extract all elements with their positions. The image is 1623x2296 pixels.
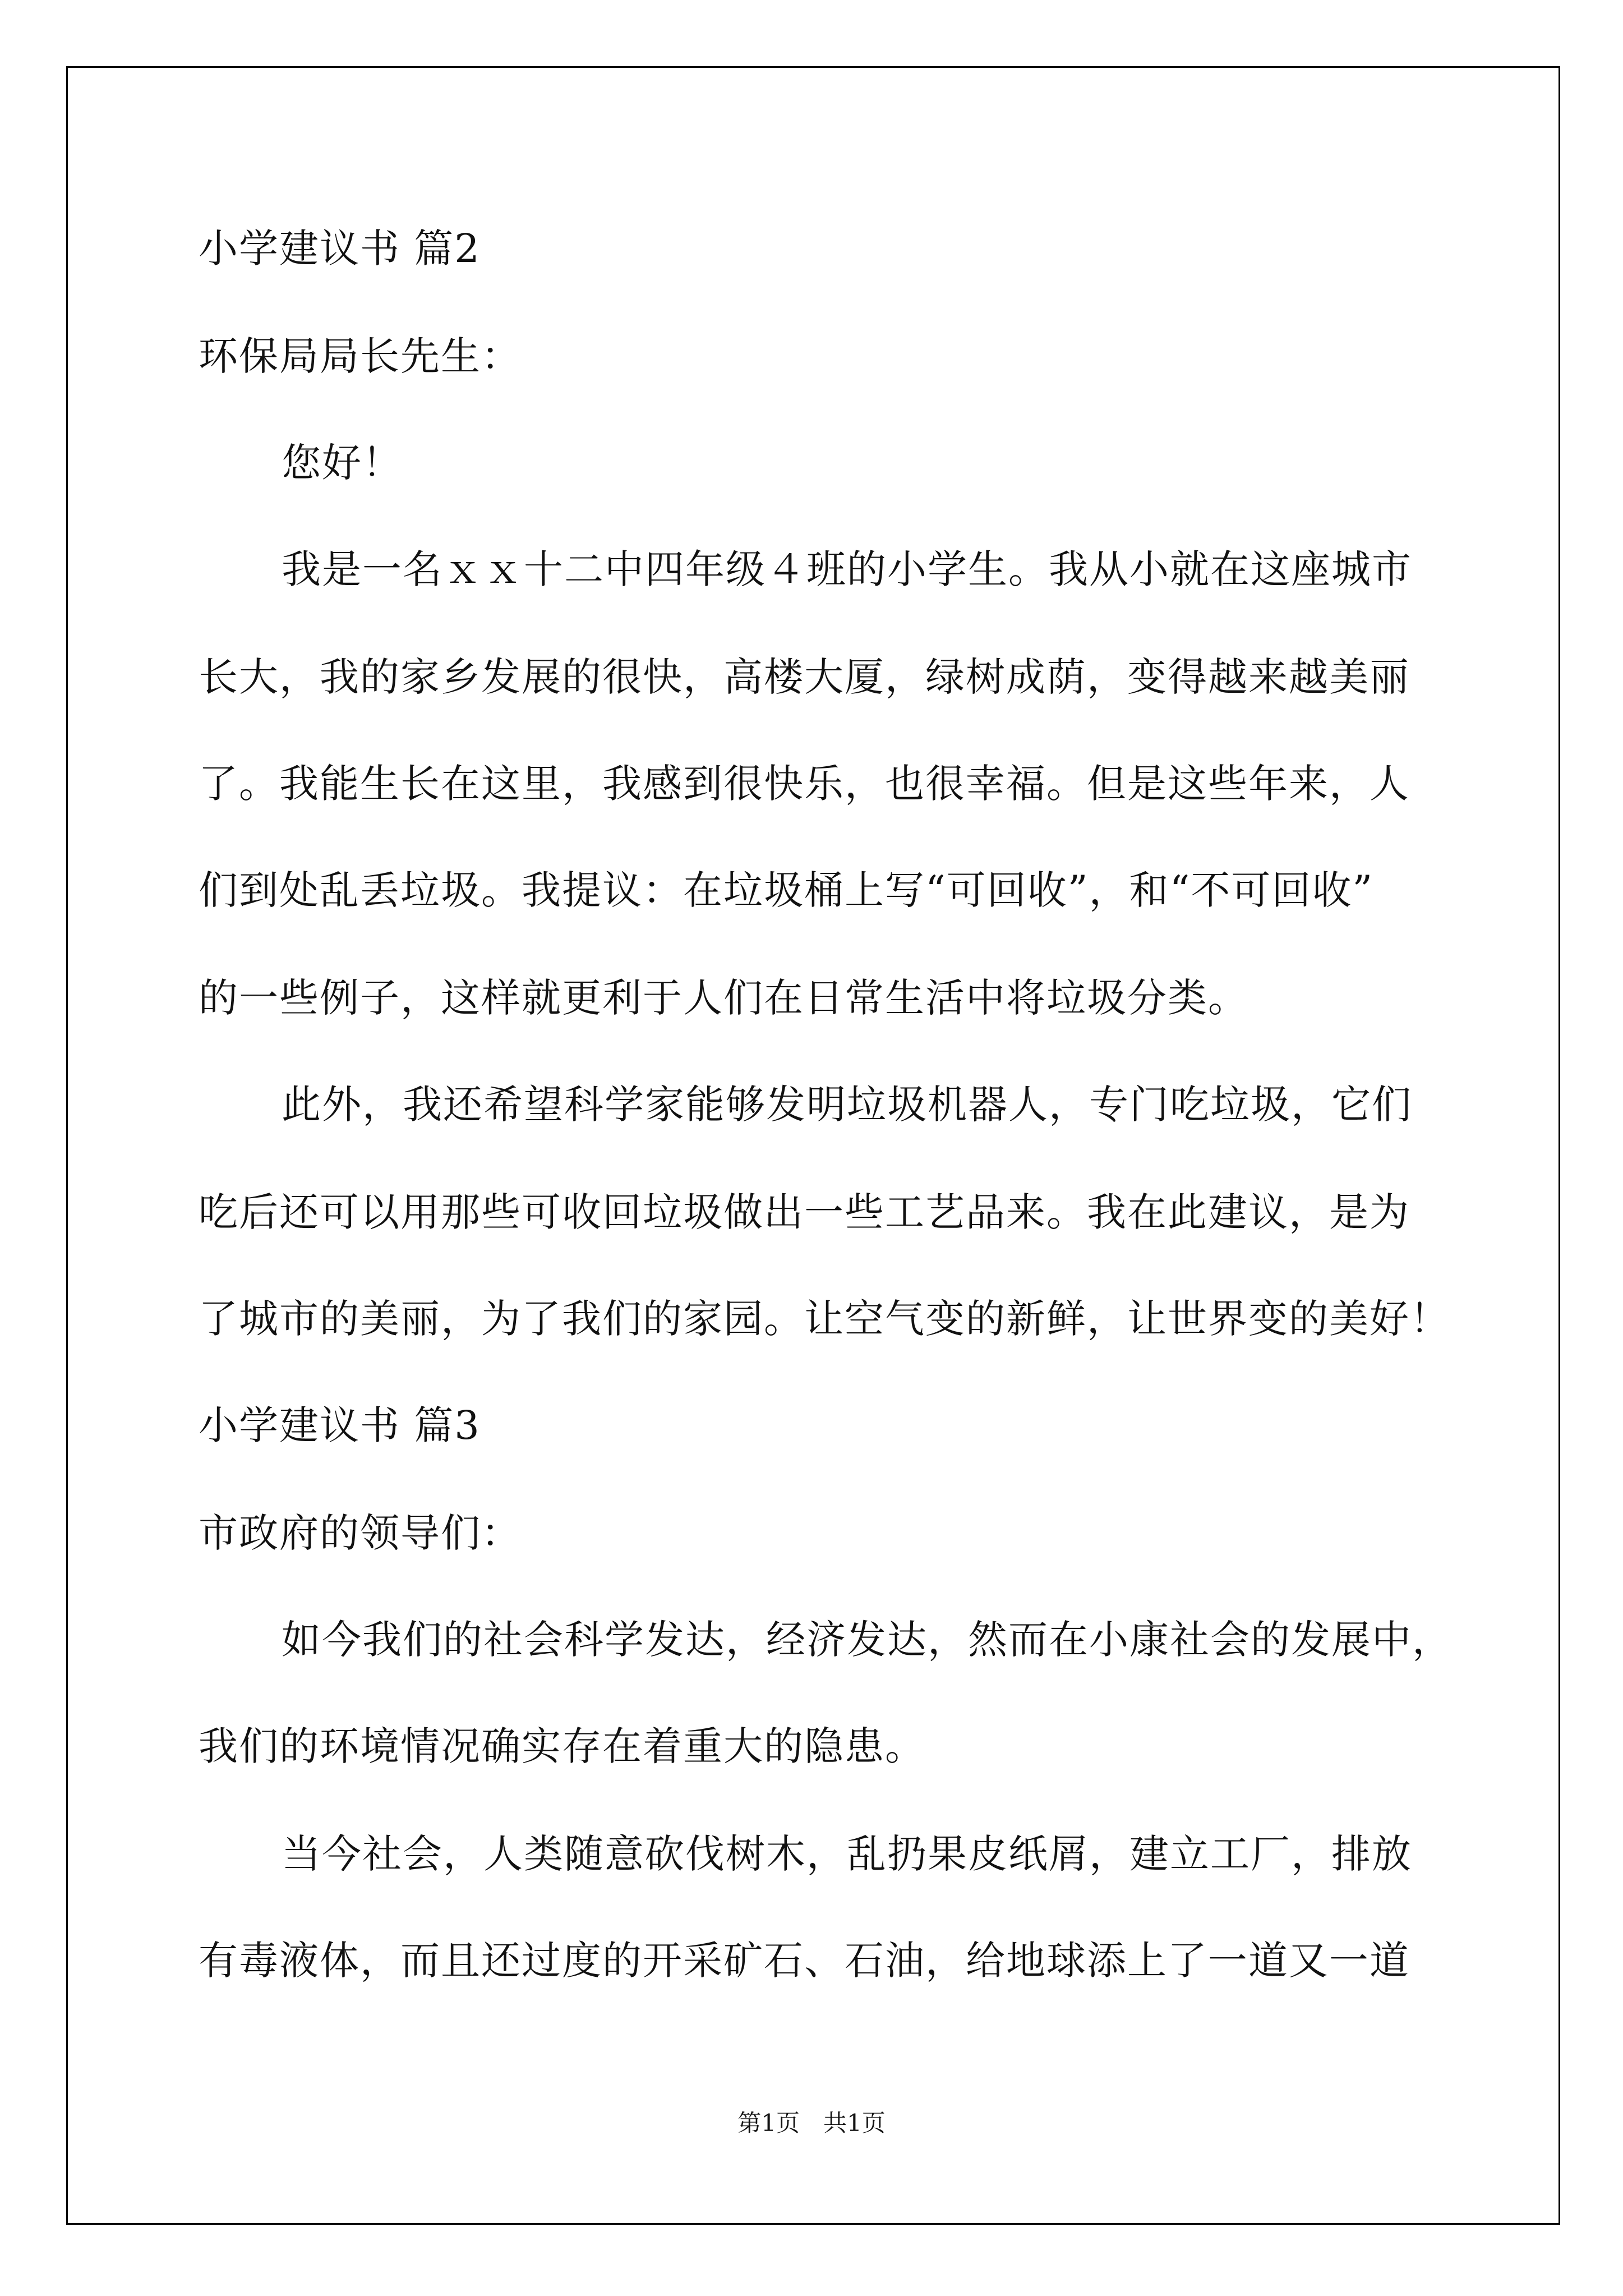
paragraph-line: 的一些例子，这样就更利于人们在日常生活中将垃圾分类。 bbox=[199, 975, 1248, 1021]
paragraph-line: 我们的环境情况确实存在着重大的隐患。 bbox=[199, 1723, 925, 1769]
salutation: 环保局局长先生： bbox=[199, 333, 522, 379]
section-heading: 小学建议书 篇3 bbox=[199, 1402, 481, 1448]
paragraph-line: 了。我能生长在这里，我感到很快乐，也很幸福。但是这些年来，人 bbox=[199, 761, 1410, 807]
section-heading: 小学建议书 篇2 bbox=[199, 226, 481, 272]
paragraph-line: 此外，我还希望科学家能够发明垃圾机器人，专门吃垃圾，它们 bbox=[282, 1082, 1412, 1128]
paragraph-line: 们到处乱丢垃圾。我提议：在垃圾桶上写“可回收”，和“不可回收” bbox=[199, 867, 1374, 913]
page-border bbox=[66, 66, 1560, 2225]
paragraph-line: 如今我们的社会科学发达，经济发达，然而在小康社会的发展中， bbox=[282, 1617, 1453, 1663]
greeting: 您好！ bbox=[282, 440, 403, 486]
paragraph-line: 长大，我的家乡发展的很快，高楼大厦，绿树成荫，变得越来越美丽 bbox=[199, 654, 1410, 700]
paragraph-line: 吃后还可以用那些可收回垃圾做出一些工艺品来。我在此建议，是为 bbox=[199, 1189, 1410, 1235]
paragraph-line: 有毒液体，而且还过度的开采矿石、石油，给地球添上了一道又一道 bbox=[199, 1938, 1410, 1984]
paragraph-line: 了城市的美丽，为了我们的家园。让空气变的新鲜，让世界变的美好！ bbox=[199, 1296, 1450, 1342]
salutation: 市政府的领导们： bbox=[199, 1510, 522, 1556]
paragraph-line: 我是一名ｘｘ十二中四年级４班的小学生。我从小就在这座城市 bbox=[282, 546, 1412, 592]
page-footer: 第1页 共1页 bbox=[737, 2109, 886, 2137]
paragraph-line: 当今社会，人类随意砍伐树木，乱扔果皮纸屑，建立工厂，排放 bbox=[282, 1831, 1412, 1877]
